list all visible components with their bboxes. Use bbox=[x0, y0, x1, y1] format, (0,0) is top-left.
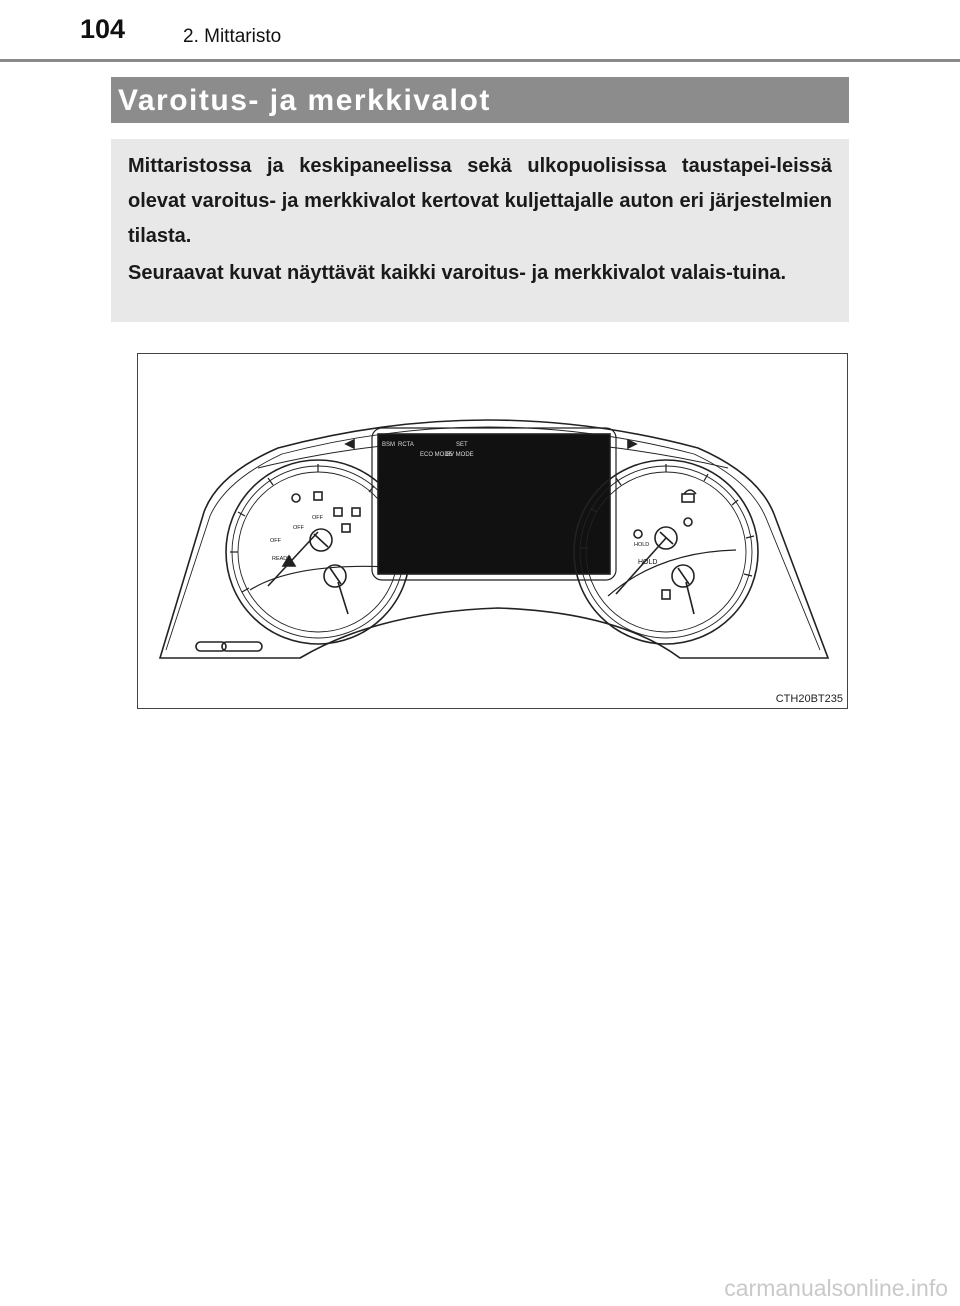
page-number: 104 bbox=[80, 14, 126, 44]
off-label: OFF bbox=[270, 538, 281, 544]
warning-indicator-icon bbox=[352, 508, 360, 516]
hold-small-label: HOLD bbox=[634, 542, 650, 548]
off-label: OFF bbox=[312, 515, 323, 521]
instrument-cluster-figure bbox=[137, 353, 848, 709]
left-turn-signal-icon bbox=[346, 440, 354, 448]
switch-slot bbox=[222, 642, 262, 651]
warning-indicator-icon bbox=[342, 524, 350, 532]
footer-watermark: carmanualsonline.info bbox=[724, 1275, 948, 1301]
fuel-icon bbox=[662, 590, 670, 599]
eco-mode-label: ECO MODE bbox=[420, 452, 453, 458]
set-label: SET bbox=[456, 442, 468, 448]
fog-light-icon bbox=[684, 518, 692, 526]
intro-paragraph: Seuraavat kuvat näyttävät kaikki varoitus- ja merkkivalot valais-tuina. bbox=[128, 262, 787, 284]
right-turn-signal-icon bbox=[628, 440, 636, 448]
instrument-cluster-illustration bbox=[138, 354, 847, 708]
section-title: Varoitus- ja merkkivalot bbox=[118, 84, 491, 117]
rcta-label: RCTA bbox=[398, 442, 414, 448]
intro-paragraph: Mittaristossa ja keskipaneelissa sekä ulkopuolisissa taustapei-leissä olevat varoitus- ja merkkivalot kertovat kuljettajalle auton eri järjestelmien tilasta. bbox=[128, 155, 832, 247]
ready-label: READY bbox=[272, 556, 291, 562]
chapter-title: 2. Mittaristo bbox=[183, 26, 282, 47]
check-engine-icon bbox=[682, 494, 694, 502]
warning-indicator-icon bbox=[314, 492, 322, 500]
warning-indicator-icon bbox=[334, 508, 342, 516]
figure-code: CTH20BT235 bbox=[775, 693, 843, 705]
off-label: OFF bbox=[293, 525, 304, 531]
hold-label: HOLD bbox=[638, 559, 658, 566]
header-rule bbox=[0, 59, 960, 62]
brake-hold-icon bbox=[634, 530, 642, 538]
seatbelt-icon bbox=[292, 494, 300, 502]
ev-mode-label: EV MODE bbox=[446, 452, 474, 458]
bsm-label: BSM bbox=[382, 442, 396, 448]
center-display bbox=[378, 434, 610, 574]
